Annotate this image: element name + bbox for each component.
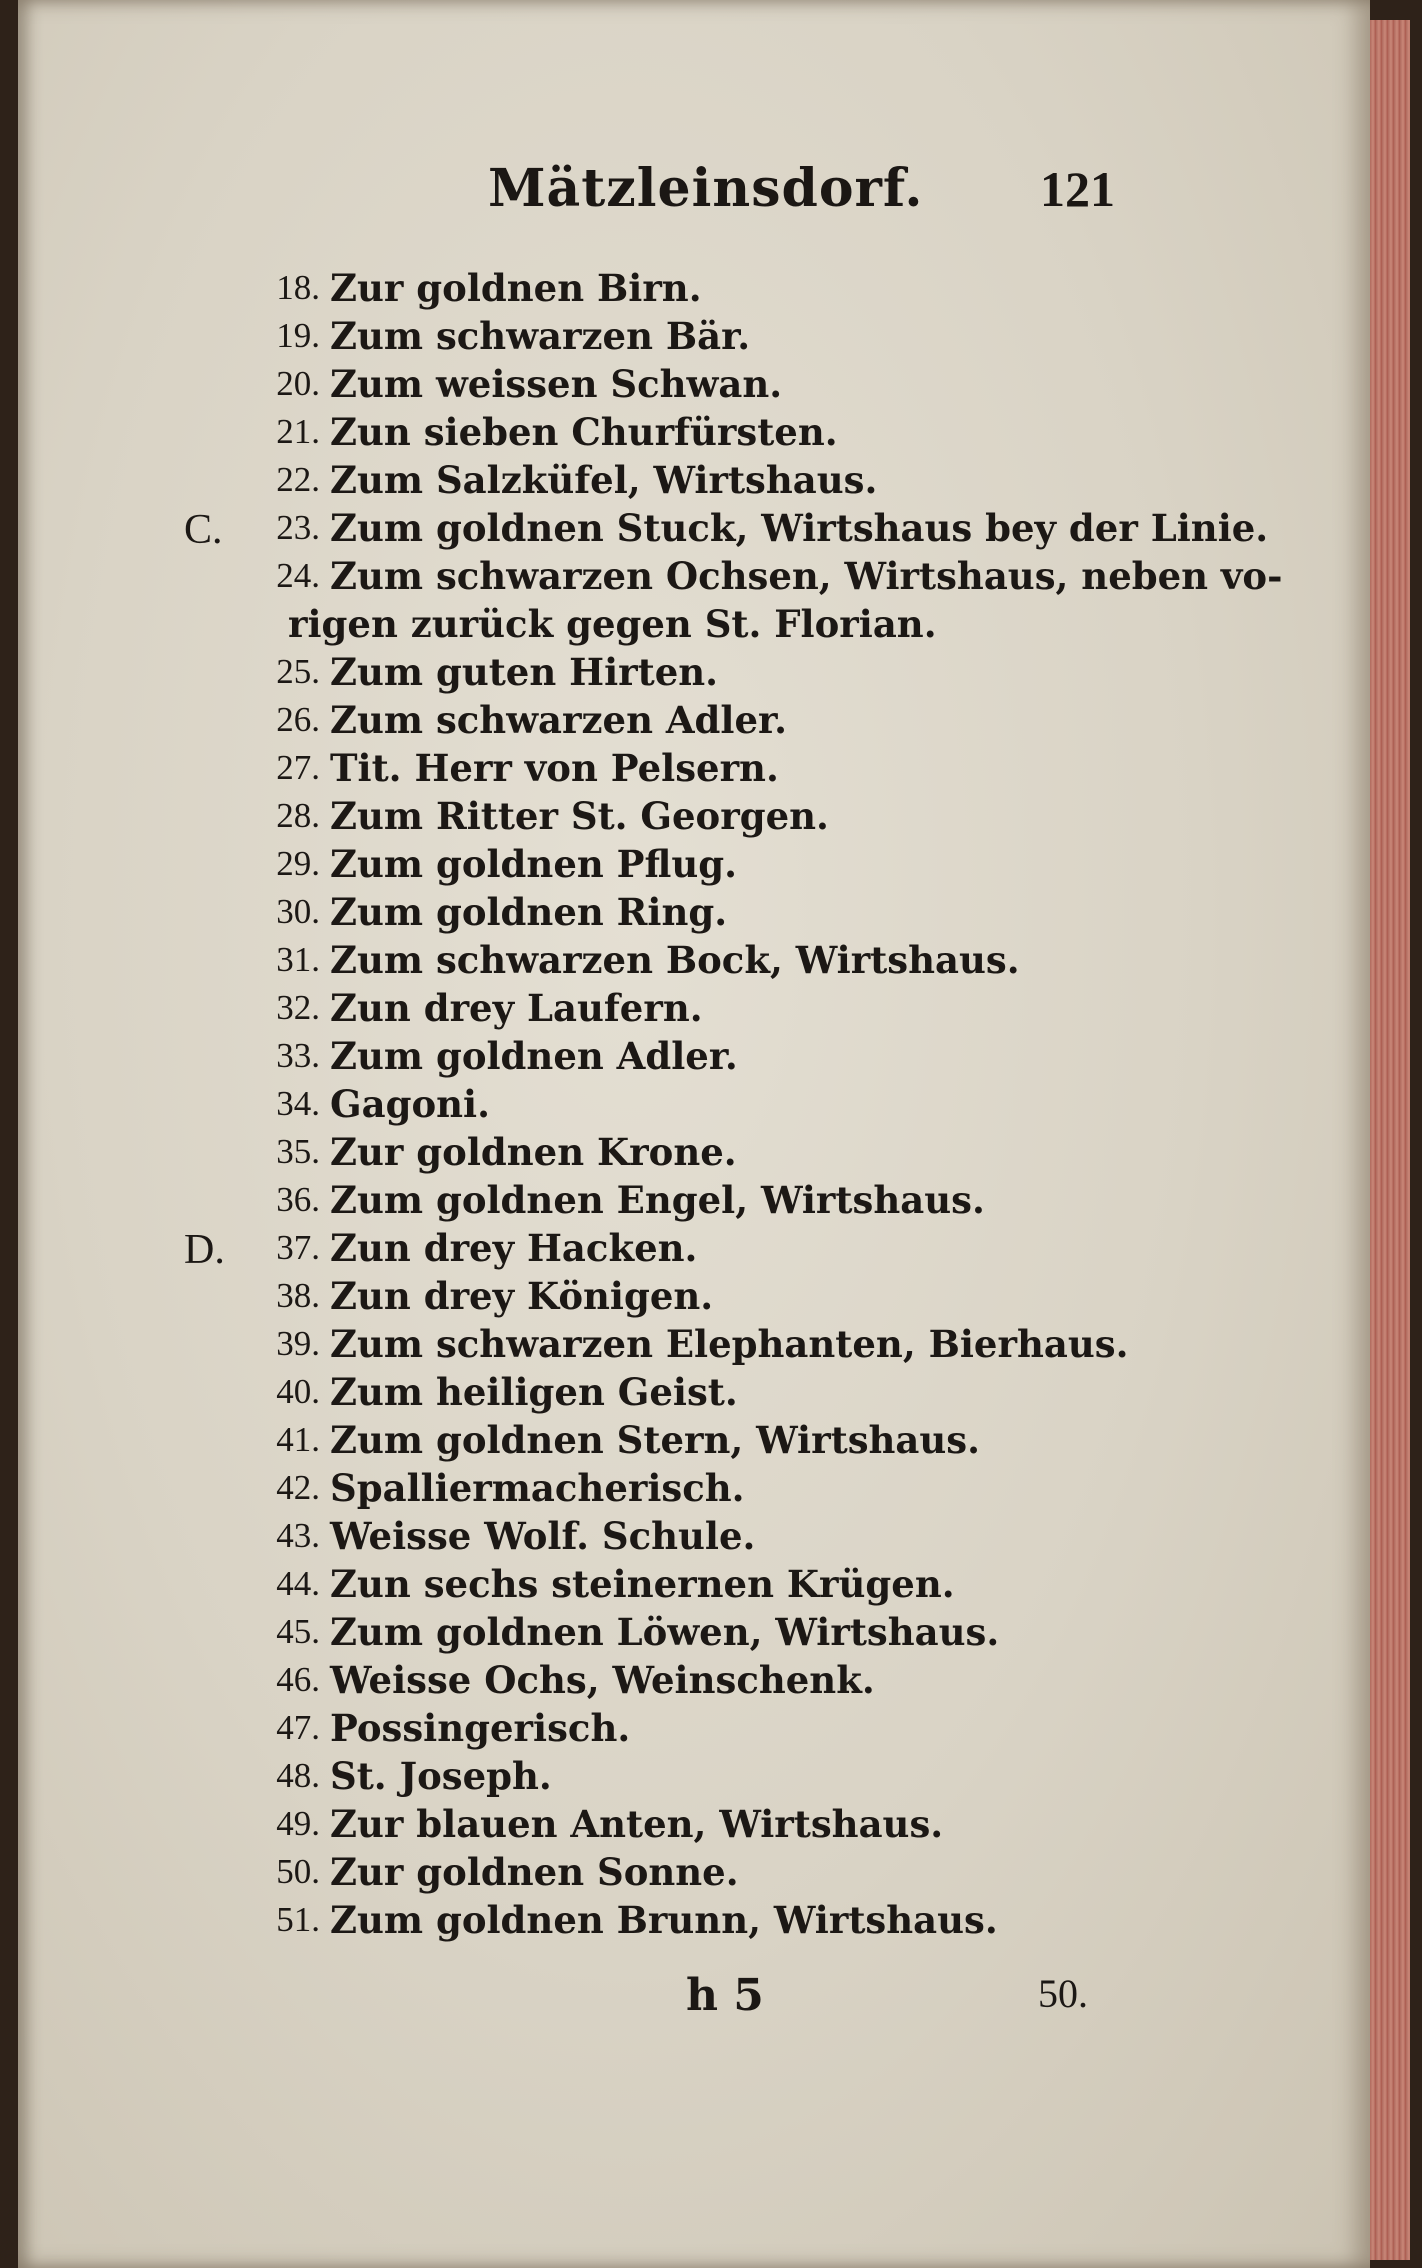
entry-number: 48. (276, 1756, 320, 1795)
list-item (18, 1418, 1370, 1466)
entry-number: 22. (276, 460, 320, 499)
entry-text: Zum goldnen Engel, Wirtshaus. (330, 1178, 985, 1222)
entry-text: Zun sieben Churfürsten. (330, 410, 838, 454)
book-page (18, 0, 1370, 2268)
entry-number: 46. (276, 1660, 320, 1699)
entry-number: 27. (276, 748, 320, 787)
entry-text: Zur goldnen Krone. (330, 1130, 737, 1174)
page-number: 121 (1040, 161, 1115, 217)
list-item (18, 986, 1370, 1034)
section-letter: D. (184, 1227, 225, 1273)
entry-text: Zum goldnen Ring. (330, 890, 728, 934)
entry-number: 34. (276, 1084, 320, 1123)
list-item (18, 1082, 1370, 1130)
entry-text: Gagoni. (330, 1082, 490, 1126)
entry-number: 18. (276, 268, 320, 307)
list-item (18, 890, 1370, 938)
entry-number: 37. (276, 1228, 320, 1267)
entry-number: 29. (276, 844, 320, 883)
entry-text: Zum schwarzen Adler. (330, 698, 788, 742)
entry-text: Zum goldnen Adler. (330, 1034, 738, 1078)
list-item (18, 410, 1370, 458)
entry-number: 50. (276, 1852, 320, 1891)
entry-text: Zum goldnen Löwen, Wirtshaus. (330, 1610, 1000, 1654)
list-item (18, 1802, 1370, 1850)
running-head (18, 150, 1370, 230)
entry-number: 51. (276, 1900, 320, 1939)
entry-number: 28. (276, 796, 320, 835)
entry-number: 23. (276, 508, 320, 547)
list-item (18, 1274, 1370, 1322)
list-item (18, 602, 1370, 650)
list-item (18, 1754, 1370, 1802)
entry-number: 26. (276, 700, 320, 739)
entry-number: 32. (276, 988, 320, 1027)
entry-text: Weisse Ochs, Weinschenk. (330, 1658, 875, 1702)
list-item (18, 554, 1370, 602)
list-item (18, 1178, 1370, 1226)
entry-text: Zum heiligen Geist. (330, 1370, 738, 1414)
list-item (18, 362, 1370, 410)
entry-number: 19. (276, 316, 320, 355)
list-item (18, 1658, 1370, 1706)
entry-text: Zur blauen Anten, Wirtshaus. (330, 1802, 944, 1846)
entry-text: Zun drey Laufern. (330, 986, 703, 1030)
list-item (18, 1706, 1370, 1754)
signature-mark: h 5 (686, 1970, 764, 2021)
entry-text: Tit. Herr von Pelsern. (330, 746, 779, 790)
list-item (18, 1466, 1370, 1514)
list-item (18, 1514, 1370, 1562)
entry-text: Zum goldnen Stuck, Wirtshaus bey der Linie. (330, 506, 1269, 550)
entry-number: 33. (276, 1036, 320, 1075)
list-item (18, 938, 1370, 986)
list-item (18, 650, 1370, 698)
entry-text: Zum schwarzen Elephanten, Bierhaus. (330, 1322, 1129, 1366)
entry-number: 49. (276, 1804, 320, 1843)
page-title: Mätzleinsdorf. (488, 158, 924, 219)
entry-number: 45. (276, 1612, 320, 1651)
entry-text: Spalliermacherisch. (330, 1466, 745, 1510)
entry-number: 35. (276, 1132, 320, 1171)
entry-text: Zum goldnen Stern, Wirtshaus. (330, 1418, 981, 1462)
entry-text: Zum goldnen Pflug. (330, 842, 738, 886)
entry-number: 39. (276, 1324, 320, 1363)
list-item (18, 1034, 1370, 1082)
entry-text: Zum schwarzen Bock, Wirtshaus. (330, 938, 1020, 982)
entry-text: Zum goldnen Brunn, Wirtshaus. (330, 1898, 998, 1942)
entry-number: 21. (276, 412, 320, 451)
list-item (18, 698, 1370, 746)
entry-number: 25. (276, 652, 320, 691)
entry-text: Possingerisch. (330, 1706, 631, 1750)
list-item (18, 1322, 1370, 1370)
entry-text: Weisse Wolf. Schule. (330, 1514, 756, 1558)
list-item (18, 794, 1370, 842)
entry-text: Zun drey Hacken. (330, 1226, 698, 1270)
entry-text: Zum schwarzen Bär. (330, 314, 751, 358)
list-item (18, 1850, 1370, 1898)
list-item (18, 1226, 1370, 1274)
entry-text: Zun sechs steinernen Krügen. (330, 1562, 955, 1606)
entry-number: 31. (276, 940, 320, 979)
entry-number: 30. (276, 892, 320, 931)
entry-text: Zur goldnen Sonne. (330, 1850, 739, 1894)
entry-text: Zur goldnen Birn. (330, 266, 702, 310)
list-item (18, 506, 1370, 554)
list-item (18, 1898, 1370, 1946)
catchword: 50. (1038, 1971, 1088, 2016)
entry-list (18, 266, 1370, 1946)
list-item (18, 458, 1370, 506)
list-item (18, 1562, 1370, 1610)
entry-text: Zum schwarzen Ochsen, Wirtshaus, neben vo- (330, 554, 1283, 598)
entry-text: Zun drey Königen. (330, 1274, 714, 1318)
entry-number: 42. (276, 1468, 320, 1507)
entry-text: Zum Ritter St. Georgen. (330, 794, 829, 838)
entry-text: Zum guten Hirten. (330, 650, 719, 694)
entry-number: 47. (276, 1708, 320, 1747)
entry-number: 43. (276, 1516, 320, 1555)
entry-number: 44. (276, 1564, 320, 1603)
list-item (18, 1370, 1370, 1418)
entry-number: 40. (276, 1372, 320, 1411)
entry-number: 36. (276, 1180, 320, 1219)
entry-number: 20. (276, 364, 320, 403)
entry-text: Zum Salzküfel, Wirtshaus. (330, 458, 878, 502)
entry-text: Zum weissen Schwan. (330, 362, 783, 406)
list-item (18, 842, 1370, 890)
list-item (18, 1610, 1370, 1658)
list-item (18, 314, 1370, 362)
entry-text: St. Joseph. (330, 1754, 552, 1798)
section-letter: C. (184, 507, 223, 553)
list-item (18, 746, 1370, 794)
entry-number: 38. (276, 1276, 320, 1315)
entry-number: 24. (276, 556, 320, 595)
list-item (18, 266, 1370, 314)
list-item (18, 1130, 1370, 1178)
entry-text: rigen zurück gegen St. Florian. (288, 602, 937, 646)
page-footer (18, 1970, 1370, 2030)
entry-number: 41. (276, 1420, 320, 1459)
